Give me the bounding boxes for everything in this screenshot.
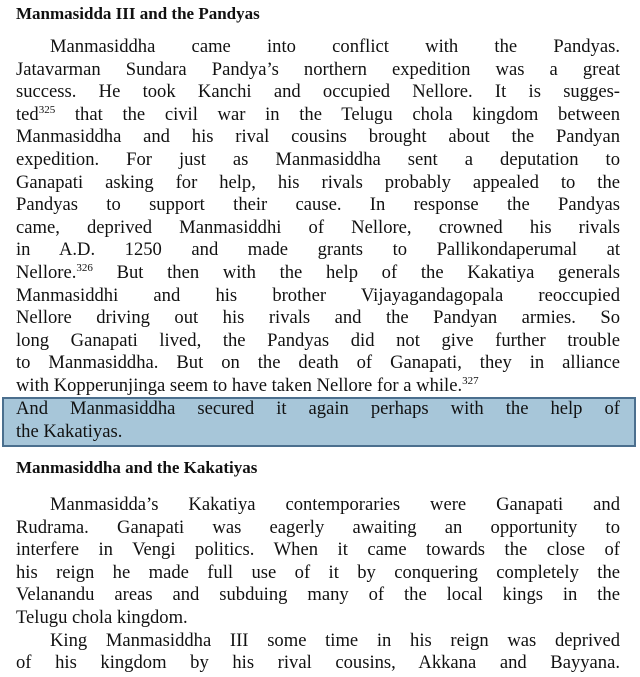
paragraph-pandyas [16,36,620,398]
text-line: Velanandu areas and subduing many of the local kings in the [16,584,620,606]
text-line: Telugu chola kingdom. [16,606,188,628]
text-line: expedition. For just as Manmasiddha sent a deputation to [16,148,620,170]
text-line: Rudrama. Ganapati was eagerly awaiting an opportunity to [16,516,620,538]
footnote-ref-325: 325 [38,103,56,116]
footnote-ref-326: 326 [76,261,93,274]
text-line: interfere in Vengi politics. When it came towards the close of [16,539,620,561]
text-line: of his kingdom by his rival cousins, Akkana and Bayyana. [16,652,620,674]
section-heading-pandyas: Manmasidda III and the Pandyas [16,4,260,23]
text-line: his reign he made full use of it by conquering completely the [16,561,620,583]
text-line: Nellore driving out his rivals and the Pandyan armies. So [16,307,620,329]
text-line: the Kakatiyas. [16,420,123,442]
text-line: Jatavarman Sundara Pandya’s northern expedition was a great [16,58,620,80]
footnote-ref-327: 327 [462,374,479,387]
text-line: Manmasidda’s Kakatiya contemporaries were Ganapati and [50,494,620,515]
text-line [16,262,620,285]
section-heading-kakatiyas: Manmasiddha and the Kakatiyas [16,458,258,477]
text-fragment: that the civil war in the Telugu chola kingdom between [55,103,620,125]
text-line: in A.D. 1250 and made grants to Pallikondaperumal at [16,239,620,261]
text-fragment: Nellore. [16,261,77,283]
text-fragment: with Kopperunjinga seem to have taken Nellore for a while. [16,374,463,396]
text-line [16,104,620,127]
text-line: long Ganapati lived, the Pandyas did not give further trouble [16,329,620,351]
text-line [16,375,620,398]
text-line: Pandyas to support their cause. In response the Pandyas [16,194,620,216]
text-fragment: ted [16,103,39,125]
text-line: came, deprived Manmasiddhi of Nellore, crowned his rivals [16,216,620,238]
text-line: to Manmasiddha. But on the death of Ganapati, they in alliance [16,352,620,374]
text-line: Manmasiddha and his rival cousins brought about the Pandyan [16,126,620,148]
text-fragment: But then with the help of the Kakatiya generals [92,261,620,283]
paragraph-kakatiyas [16,494,620,675]
text-line: success. He took Kanchi and occupied Nellore. It is sugges- [16,81,620,103]
text-line: And Manmasiddha secured it again perhaps with the help of [16,398,620,419]
text-line: Ganapati asking for help, his rivals probably appealed to the [16,171,620,193]
highlighted-sentence [16,398,620,443]
text-line: King Manmasiddha III some time in his reign was deprived [50,629,620,651]
text-line: Manmasiddha came into conflict with the Pandyas. [50,36,620,57]
text-line: Manmasiddhi and his brother Vijayagandagopala reoccupied [16,284,620,306]
